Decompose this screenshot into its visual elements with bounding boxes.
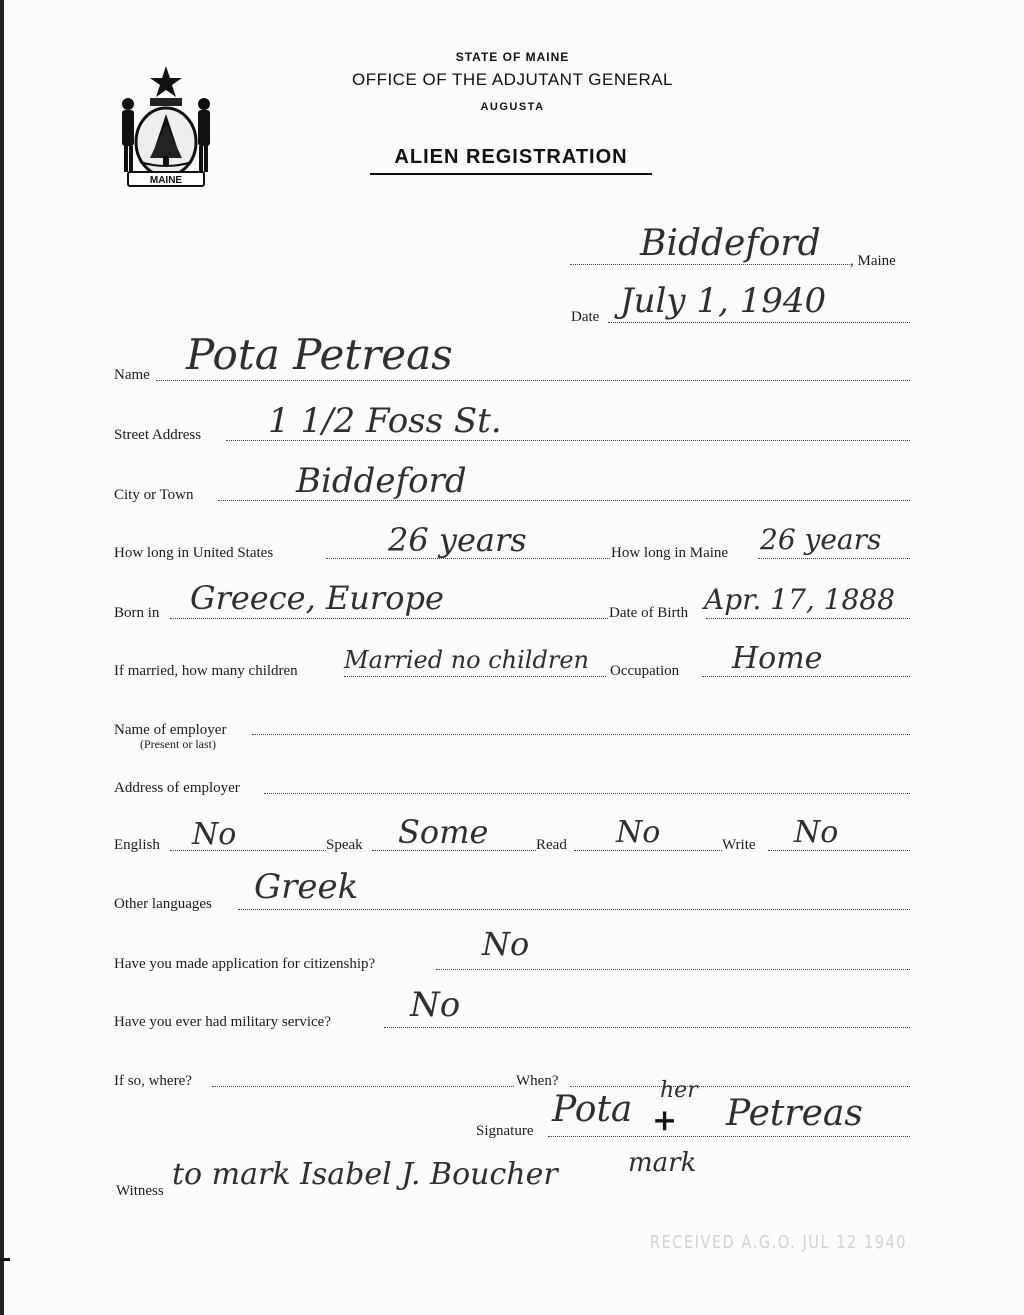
citizenship-value: No <box>482 925 530 963</box>
witness-label: Witness <box>116 1183 164 1199</box>
military-label: Have you ever had military service? <box>114 1014 331 1030</box>
english-value: No <box>192 817 237 852</box>
employer-address-line <box>264 793 910 794</box>
town-value: Biddeford <box>640 223 821 264</box>
signature-mark-note: mark <box>628 1148 697 1178</box>
other-languages-label: Other languages <box>114 896 212 912</box>
form-title: ALIEN REGISTRATION <box>394 146 628 168</box>
write-value: No <box>794 815 839 850</box>
date-label: Date <box>571 309 600 325</box>
town-line <box>570 264 850 265</box>
title-underline <box>370 173 652 175</box>
date-of-birth-line <box>706 618 910 619</box>
date-of-birth-label: Date of Birth <box>609 605 689 621</box>
write-label: Write <box>722 837 756 853</box>
children-label: If married, how many children <box>114 663 298 679</box>
born-in-line <box>170 618 608 619</box>
other-languages-line <box>238 909 910 910</box>
received-stamp: RECEIVED A.G.O. JUL 12 1940 <box>650 1232 908 1253</box>
write-line <box>768 850 910 851</box>
signature-her-note: her <box>660 1078 698 1103</box>
where-label: If so, where? <box>114 1073 192 1089</box>
signature-label: Signature <box>476 1123 534 1139</box>
occupation-value: Home <box>732 641 823 676</box>
signature-last-name: Petreas <box>726 1093 863 1134</box>
date-line <box>608 322 910 323</box>
town-suffix-label: , Maine <box>850 253 896 269</box>
children-value: Married no children <box>344 646 589 674</box>
how-long-maine-value: 26 years <box>760 523 882 556</box>
read-label: Read <box>536 837 567 853</box>
signature-line <box>548 1136 910 1137</box>
date-value: July 1, 1940 <box>620 281 827 321</box>
header-city: AUGUSTA <box>480 101 545 113</box>
occupation-line <box>702 676 910 677</box>
born-in-label: Born in <box>114 605 160 621</box>
header-office: OFFICE OF THE ADJUTANT GENERAL <box>351 70 674 89</box>
read-line <box>574 850 722 851</box>
employer-name-sublabel: (Present or last) <box>140 737 216 751</box>
signature-mark: + <box>652 1103 678 1138</box>
city-label: City or Town <box>114 487 194 503</box>
signature-first-name: Pota <box>552 1089 633 1130</box>
scan-edge-tick <box>0 1258 10 1261</box>
employer-address-label: Address of employer <box>114 780 240 796</box>
name-line <box>156 380 910 381</box>
born-in-value: Greece, Europe <box>190 579 444 617</box>
header-state: STATE OF MAINE <box>455 50 570 64</box>
when-label: When? <box>516 1073 559 1089</box>
speak-label: Speak <box>326 837 363 853</box>
where-line <box>212 1086 514 1087</box>
speak-value: Some <box>398 813 489 851</box>
city-value: Biddeford <box>296 461 467 501</box>
citizenship-line <box>436 969 910 970</box>
street-address-value: 1 1/2 Foss St. <box>268 401 502 441</box>
date-of-birth-value: Apr. 17, 1888 <box>704 583 895 616</box>
how-long-maine-line <box>758 558 910 559</box>
street-address-label: Street Address <box>114 427 202 443</box>
occupation-label: Occupation <box>610 663 680 679</box>
english-label: English <box>114 837 160 853</box>
citizenship-label: Have you made application for citizenship? <box>114 956 376 972</box>
how-long-us-value: 26 years <box>388 521 527 559</box>
maine-seal-icon <box>112 62 220 190</box>
other-languages-value: Greek <box>254 867 359 907</box>
how-long-maine-label: How long in Maine <box>611 545 729 561</box>
seal-banner-text: MAINE <box>149 175 183 186</box>
witness-value: to mark Isabel J. Boucher <box>172 1157 558 1192</box>
employer-name-line <box>252 734 910 735</box>
children-line <box>344 676 606 677</box>
read-value: No <box>616 815 661 850</box>
military-value: No <box>410 985 461 1025</box>
employer-name-label: Name of employer <box>114 722 227 738</box>
when-line <box>570 1086 910 1087</box>
scan-edge <box>0 0 4 1315</box>
name-label: Name <box>114 367 150 383</box>
how-long-us-label: How long in United States <box>114 545 274 561</box>
military-line <box>384 1027 910 1028</box>
name-value: Pota Petreas <box>186 330 453 379</box>
